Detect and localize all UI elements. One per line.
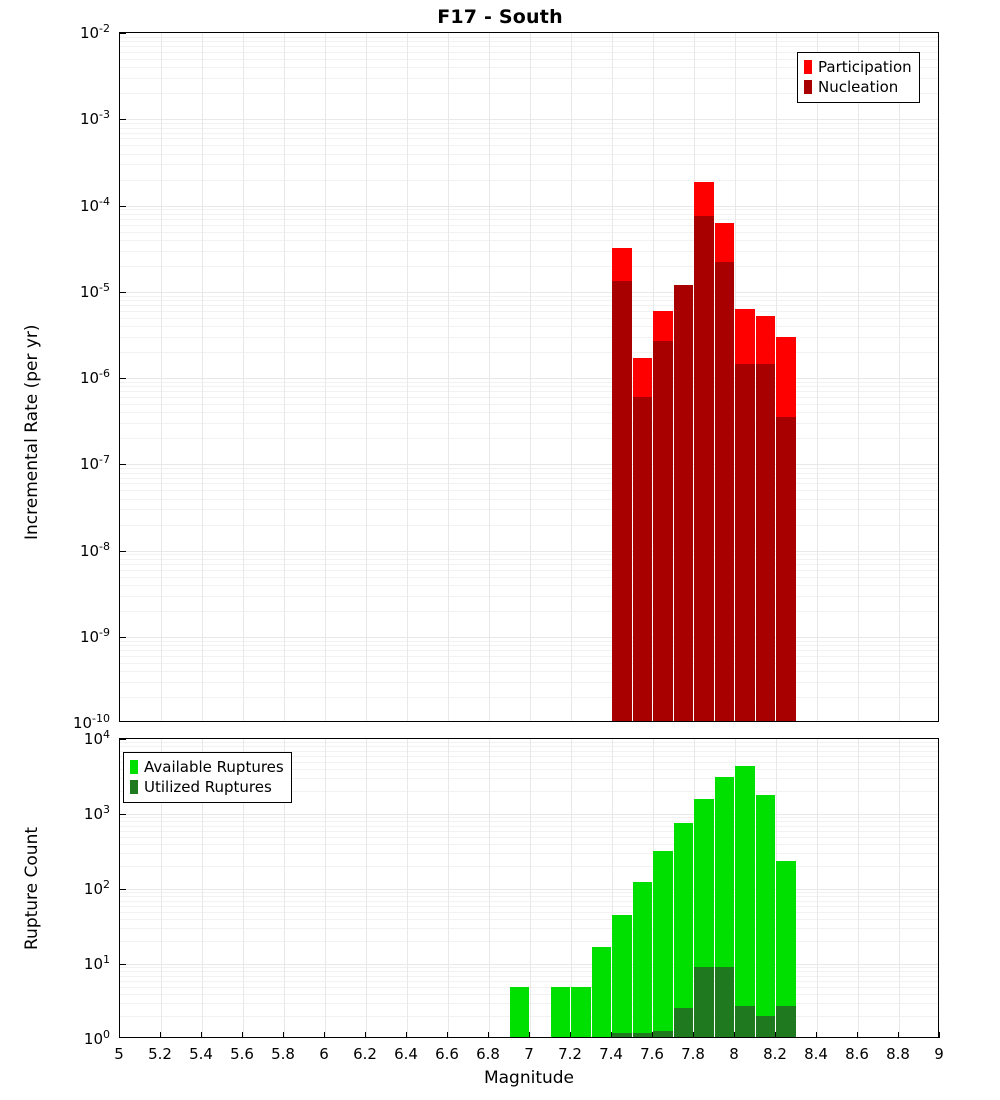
x-tick-label: 9 xyxy=(934,1045,944,1063)
top-chart-legend-label: Participation xyxy=(818,58,912,76)
x-tick-label: 7.4 xyxy=(599,1045,623,1063)
x-tick-label: 7 xyxy=(524,1045,534,1063)
bottom-chart-y-axis-title: Rupture Count xyxy=(22,826,42,950)
bottom-chart-bar xyxy=(633,1033,653,1038)
x-tick-label: 6 xyxy=(319,1045,329,1063)
x-tick-mark xyxy=(283,1032,284,1038)
x-tick-mark xyxy=(488,1032,489,1038)
bottom-chart-y-tick-label: $10^3$ xyxy=(83,803,110,823)
bottom-chart-legend-label: Utilized Ruptures xyxy=(144,778,272,796)
top-chart-legend-swatch xyxy=(804,80,812,94)
top-chart-y-tick-label: $10^{-6}$ xyxy=(79,367,110,387)
top-chart-bar xyxy=(715,262,735,722)
top-chart-bar xyxy=(756,364,776,722)
x-tick-mark xyxy=(160,1032,161,1038)
x-tick-mark xyxy=(324,1032,325,1038)
x-tick-label: 8.2 xyxy=(763,1045,787,1063)
top-chart-bar xyxy=(612,281,632,723)
bottom-chart-y-tick-label: $10^0$ xyxy=(83,1028,110,1048)
bottom-chart-bar xyxy=(694,967,714,1038)
bottom-chart-legend-item xyxy=(130,777,284,797)
bottom-chart-bar xyxy=(674,823,694,1038)
x-tick-mark xyxy=(816,1032,817,1038)
bottom-chart-bar xyxy=(510,987,530,1038)
top-chart-bar xyxy=(694,216,714,722)
top-chart-y-tick-label: $10^{-9}$ xyxy=(79,625,110,646)
x-tick-label: 8.6 xyxy=(845,1045,869,1063)
bottom-chart-bar xyxy=(551,987,571,1038)
x-tick-mark xyxy=(939,1032,940,1038)
top-chart-bar xyxy=(653,341,673,722)
x-tick-label: 5.4 xyxy=(189,1045,213,1063)
bottom-chart-bar xyxy=(571,987,591,1038)
bottom-chart-bar xyxy=(756,795,776,1038)
x-tick-mark xyxy=(857,1032,858,1038)
bottom-chart-bar xyxy=(612,915,632,1038)
x-tick-label: 5.2 xyxy=(148,1045,172,1063)
x-tick-mark xyxy=(529,1032,530,1038)
top-chart-legend xyxy=(797,52,920,103)
top-chart-legend-item xyxy=(804,77,912,97)
top-chart-legend-label: Nucleation xyxy=(818,78,899,96)
top-chart-bar xyxy=(633,397,653,722)
bottom-chart-bar xyxy=(653,851,673,1038)
top-chart-y-axis-title: Incremental Rate (per yr) xyxy=(22,324,42,540)
bottom-chart-bar xyxy=(592,947,612,1038)
chart-title: F17 - South xyxy=(437,6,563,28)
x-tick-label: 5 xyxy=(114,1045,124,1063)
x-tick-label: 5.8 xyxy=(271,1045,295,1063)
x-tick-label: 7.8 xyxy=(681,1045,705,1063)
top-chart-plot-area xyxy=(119,32,939,722)
bottom-chart-legend-swatch xyxy=(130,760,138,774)
x-axis-title: Magnitude xyxy=(483,1068,575,1088)
bottom-chart-bar xyxy=(715,967,735,1038)
bottom-chart-bar xyxy=(674,1008,694,1038)
bottom-chart-legend-item xyxy=(130,757,284,777)
bottom-chart-bar xyxy=(735,1006,755,1039)
top-chart-legend-swatch xyxy=(804,60,812,74)
x-tick-label: 8.4 xyxy=(804,1045,828,1063)
top-chart-y-tick-label: $10^{-3}$ xyxy=(79,108,110,129)
x-tick-mark xyxy=(447,1032,448,1038)
top-chart-bar xyxy=(735,364,755,722)
bottom-chart-bar xyxy=(653,1031,673,1039)
bottom-chart-y-tick-label: $10^1$ xyxy=(83,953,110,973)
top-chart-y-tick-label: $10^{-8}$ xyxy=(79,539,110,560)
x-tick-label: 8.8 xyxy=(886,1045,910,1063)
x-tick-label: 7.6 xyxy=(640,1045,664,1063)
bottom-chart-y-tick-label: $10^2$ xyxy=(83,878,110,898)
bottom-chart-y-tick-label: $10^4$ xyxy=(83,728,110,748)
top-chart-bar xyxy=(674,285,694,722)
bottom-chart-legend-swatch xyxy=(130,780,138,794)
x-tick-label: 7.2 xyxy=(558,1045,582,1063)
x-tick-mark xyxy=(201,1032,202,1038)
bottom-chart-legend-label: Available Ruptures xyxy=(144,758,284,776)
x-tick-mark xyxy=(119,1032,120,1038)
x-tick-mark xyxy=(242,1032,243,1038)
top-chart-y-tick-label: $10^{-5}$ xyxy=(79,280,110,301)
x-tick-mark xyxy=(898,1032,899,1038)
top-chart-bar xyxy=(776,417,796,722)
bottom-chart-bar xyxy=(756,1016,776,1038)
bottom-chart-bar xyxy=(735,766,755,1038)
x-tick-label: 5.6 xyxy=(230,1045,254,1063)
x-tick-label: 6.6 xyxy=(435,1045,459,1063)
x-tick-label: 6.2 xyxy=(353,1045,377,1063)
bottom-chart-bar xyxy=(612,1033,632,1038)
bottom-chart-legend xyxy=(123,752,292,803)
x-tick-mark xyxy=(365,1032,366,1038)
top-chart-y-tick-label: $10^{-4}$ xyxy=(79,194,110,215)
bottom-chart-bar xyxy=(776,1006,796,1039)
x-tick-mark xyxy=(406,1032,407,1038)
x-tick-label: 6.8 xyxy=(476,1045,500,1063)
top-chart-y-tick-label: $10^{-7}$ xyxy=(79,453,110,474)
x-tick-label: 6.4 xyxy=(394,1045,418,1063)
top-chart-legend-item xyxy=(804,57,912,77)
top-chart-y-tick-label: $10^{-2}$ xyxy=(79,22,110,42)
top-chart-y-tick-label: $10^{-10}$ xyxy=(72,712,110,732)
bottom-chart-bar xyxy=(633,882,653,1038)
x-tick-label: 8 xyxy=(729,1045,739,1063)
